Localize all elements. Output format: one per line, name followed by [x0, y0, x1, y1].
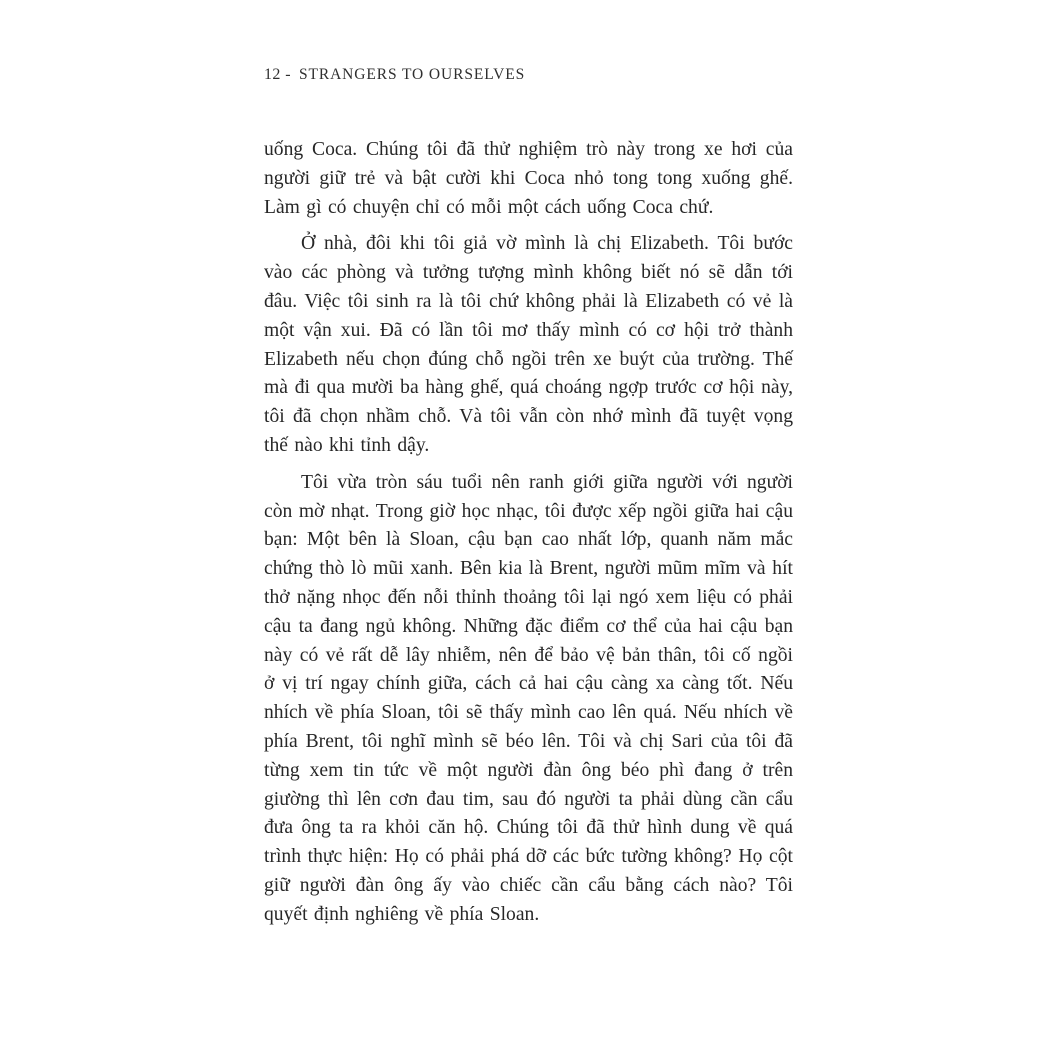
body-paragraph: Ở nhà, đôi khi tôi giả vờ mình là chị Elizabeth. Tôi bước vào các phòng và tưởng tượng mình không biết nó sẽ dẫn tới đâu. Việc tôi sinh ra là tôi chứ không phải là Elizabeth có vẻ là một vận xui. Đã có lần tôi mơ thấy mình có cơ hội trở thành Elizabeth nếu chọn đúng chỗ ngồi trên xe buýt của trường. Thế mà đi qua mười ba hàng ghế, quá choáng ngợp trước cơ hội này, tôi đã chọn nhầm chỗ. Và tôi vẫn còn nhớ mình đã tuyệt vọng thế nào khi tỉnh dậy. — [264, 233, 793, 456]
body-paragraph: Tôi vừa tròn sáu tuổi nên ranh giới giữa người với người còn mờ nhạt. Trong giờ học nhạc, tôi được xếp ngồi giữa hai cậu bạn: Một bên là Sloan, cậu bạn cao nhất lớp, quanh năm mắc chứng thò lò mũi xanh. Bên kia là Brent, người mũm mĩm và hít thở nặng nhọc đến nỗi thỉnh thoảng tôi lại ngó xem liệu có phải cậu ta đang ngủ không. Những đặc điểm cơ thể của hai cậu bạn này có vẻ rất dễ lây nhiễm, nên để bảo vệ bản thân, tôi cố ngồi ở vị trí ngay chính giữa, cách cả hai cậu càng xa càng tốt. Nếu nhích về phía Sloan, tôi sẽ thấy mình cao lên quá. Nếu nhích về phía Brent, tôi nghĩ mình sẽ béo lên. Tôi và chị Sari của tôi đã từng xem tin tức về một người đàn ông béo phì đang ở trên giường thì lên cơn đau tim, sau đó người ta phải dùng cần cẩu đưa ông ta ra khỏi căn hộ. Chúng tôi đã thử hình dung về quá trình thực hiện: Họ có phải phá dỡ các bức tường không? Họ cột giữ người đàn ông ấy vào chiếc cần cẩu bằng cách nào? Tôi quyết định nghiêng về phía Sloan. — [264, 471, 793, 925]
running-header — [264, 66, 794, 84]
body-text-block — [264, 136, 793, 930]
body-paragraph: uống Coca. Chúng tôi đã thử nghiệm trò này trong xe hơi của người giữ trẻ và bật cười khi Coca nhỏ tong tong xuống ghế. Làm gì có chuyện chỉ có mỗi một cách uống Coca chứ. — [264, 139, 793, 218]
running-title: STRANGERS TO OURSELVES — [298, 66, 526, 83]
page-number: 12 - — [264, 66, 291, 83]
